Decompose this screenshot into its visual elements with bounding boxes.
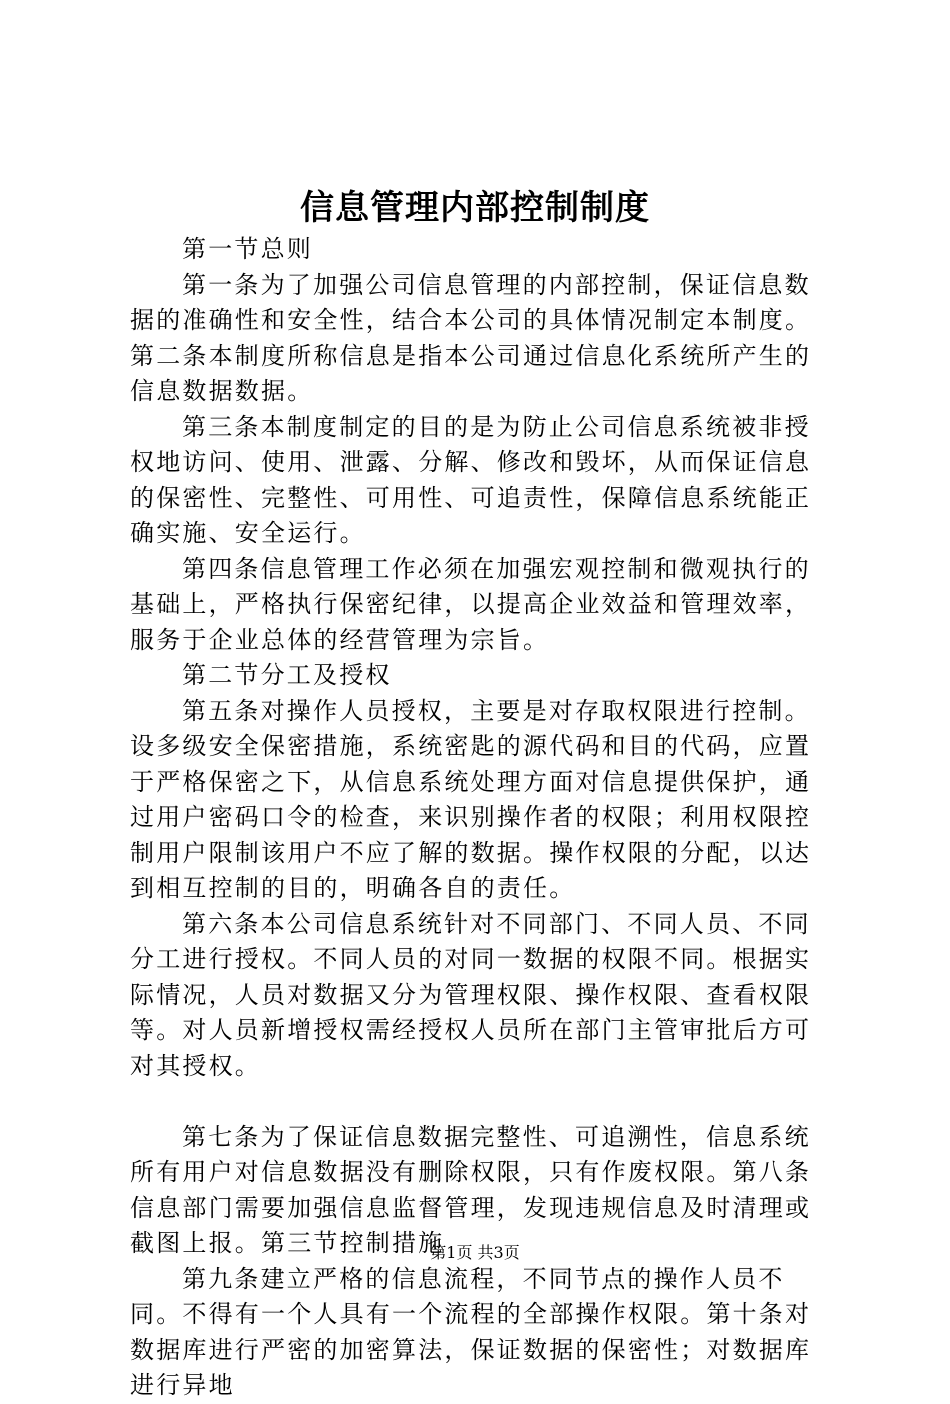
article-6: 第六条本公司信息系统针对不同部门、不同人员、不同分工进行授权。不同人员的对同一数据的权限不同。根据实际情况，人员对数据又分为管理权限、操作权限、查看权限等。对人员新增授权需经授权人员所在部门主管审批后方可对其授权。 [130, 909, 812, 1080]
article-5: 第五条对操作人员授权，主要是对存取权限进行控制。设多级安全保密措施，系统密匙的源代码和目的代码，应置于严格保密之下，从信息系统处理方面对信息提供保护，通过用户密码口令的检查，来识别操作者的权限；利用权限控制用户限制该用户不应了解的数据。操作权限的分配，以达到相互控制的目的，明确各自的责任。 [130, 696, 812, 902]
article-1-2: 第一条为了加强公司信息管理的内部控制，保证信息数据的准确性和安全性，结合本公司的具体情况制定本制度。第二条本制度所称信息是指本公司通过信息化系统所产生的信息数据数据。 [130, 270, 812, 405]
document-body [130, 232, 830, 1404]
paragraph-gap [130, 1084, 830, 1120]
document-title: 信息管理内部控制制度 [300, 188, 650, 228]
article-7-8: 第七条为了保证信息数据完整性、可追溯性，信息系统所有用户对信息数据没有删除权限，只有作废权限。第八条信息部门需要加强信息监督管理，发现违规信息及时清理或截图上报。第三节控制措施 [130, 1122, 812, 1257]
section-heading-1: 第一节总则 [182, 235, 313, 263]
article-4: 第四条信息管理工作必须在加强宏观控制和微观执行的基础上，严格执行保密纪律，以提高企业效益和管理效率，服务于企业总体的经营管理为宗旨。 [130, 554, 812, 654]
section-heading-2: 第二节分工及授权 [182, 661, 392, 689]
article-3: 第三条本制度制定的目的是为防止公司信息系统被非授权地访问、使用、泄露、分解、修改和毁坏，从而保证信息的保密性、完整性、可用性、可追责性，保障信息系统能正确实施、安全运行。 [130, 412, 812, 547]
article-9-10: 第九条建立严格的信息流程，不同节点的操作人员不同。不得有一个人具有一个流程的全部操作权限。第十条对数据库进行严密的加密算法，保证数据的保密性；对数据库进行异地 [130, 1264, 812, 1399]
page-footer: 第1页 共3页 [430, 1243, 520, 1262]
